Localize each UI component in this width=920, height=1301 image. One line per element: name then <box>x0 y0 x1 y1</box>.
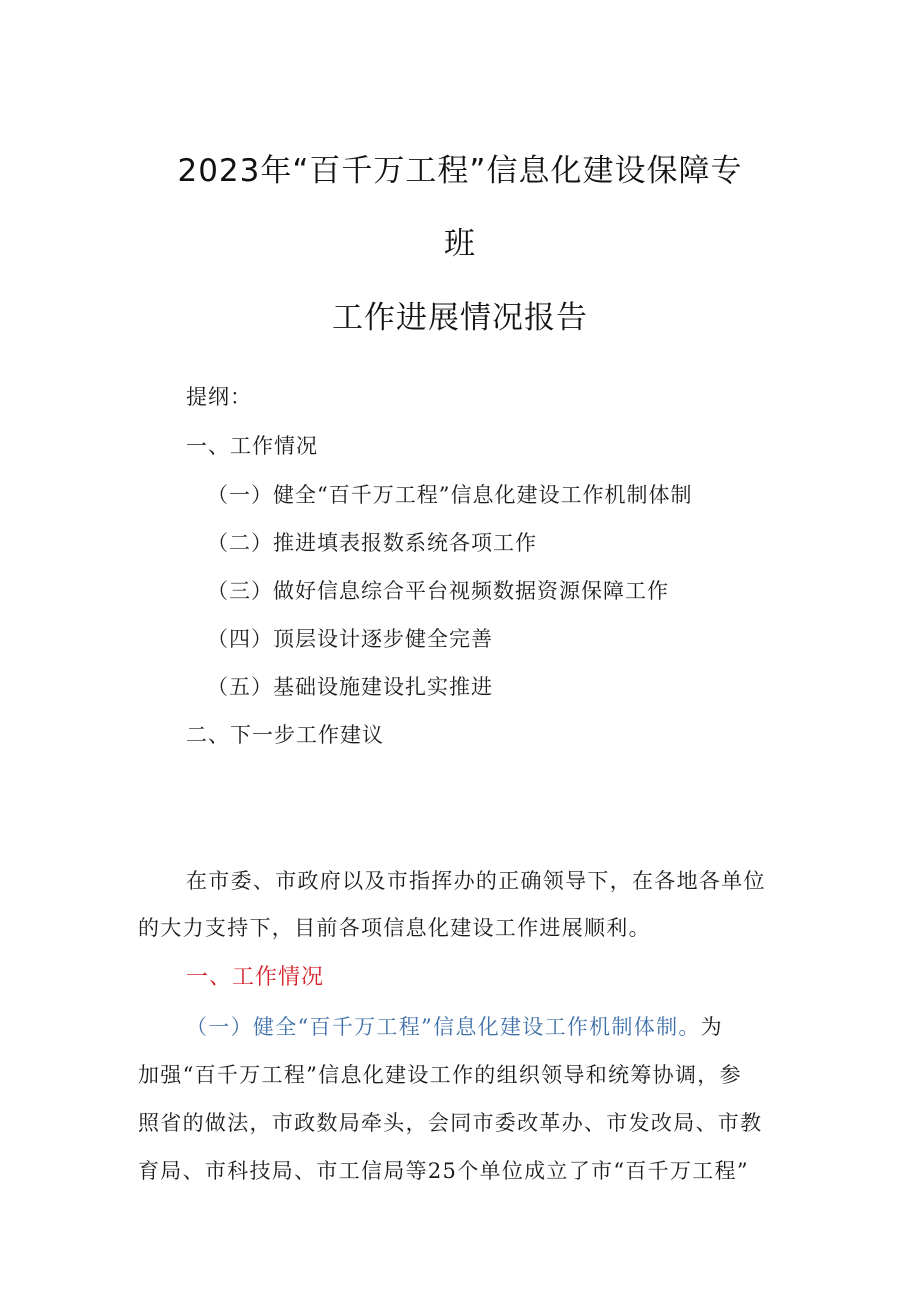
paragraph-1-line-1 <box>186 1011 723 1041</box>
section-heading-work-status: 一、工作情况 <box>186 965 325 990</box>
paragraph-1-line-1-rest: 为 <box>700 1015 723 1039</box>
paragraph-1-line-3: 照省的做法，市政数局牵头，会同市委改革办、市发改局、市教 <box>138 1111 763 1135</box>
outline-item: （二）推进填表报数系统各项工作 <box>207 531 537 555</box>
intro-line-2: 的大力支持下，目前各项信息化建设工作进展顺利。 <box>138 916 651 940</box>
outline-section-1: 一、工作情况 <box>186 434 318 458</box>
paragraph-1-line-4: 育局、市科技局、市工信局等25个单位成立了市“百千万工程” <box>138 1159 749 1183</box>
outline-item: （一）健全“百千万工程”信息化建设工作机制体制 <box>207 483 693 507</box>
outline-label: 提纲： <box>186 385 252 409</box>
outline-item: （三）做好信息综合平台视频数据资源保障工作 <box>207 579 669 603</box>
document-title-line-1: 2023年“百千万工程”信息化建设保障专 <box>177 153 743 189</box>
intro-line-1: 在市委、市政府以及市指挥办的正确领导下，在各地各单位 <box>186 869 766 893</box>
outline-item: （四）顶层设计逐步健全完善 <box>207 627 493 651</box>
outline-item: （五）基础设施建设扎实推进 <box>207 675 493 699</box>
document-title-line-3: 工作进展情况报告 <box>332 300 588 336</box>
paragraph-1-line-2: 加强“百千万工程”信息化建设工作的组织领导和统筹协调，参 <box>138 1063 742 1087</box>
outline-section-2: 二、下一步工作建议 <box>186 723 384 747</box>
document-title-line-2: 班 <box>444 226 476 262</box>
subheading-mechanism: （一）健全“百千万工程”信息化建设工作机制体制。 <box>186 1015 701 1039</box>
